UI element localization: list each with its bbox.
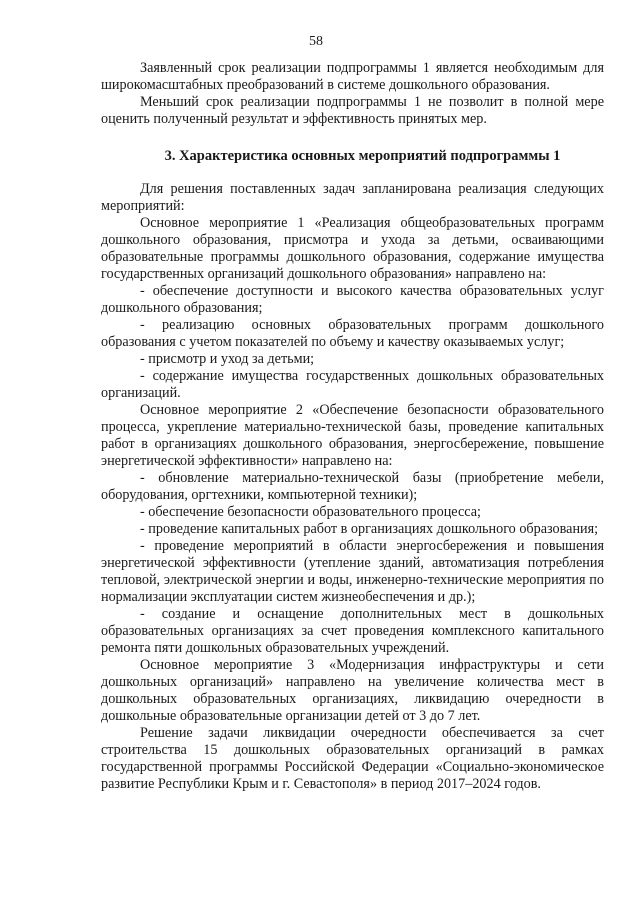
list-item: - реализацию основных образовательных программ дошкольного образования с учетом показателей по объему и качеству оказываемых услуг; xyxy=(101,317,604,350)
list-item: - содержание имущества государственных дошкольных образовательных организаций. xyxy=(101,368,604,401)
list-item: - обеспечение безопасности образовательного процесса; xyxy=(140,504,481,520)
document-body xyxy=(101,60,604,793)
paragraph: Основное мероприятие 2 «Обеспечение безопасности образовательного процесса, укрепление материально-технической базы, проведение капитальных работ в организациях дошкольного образования, энергосбережение, повышение энергетической эффективности» направлено на: xyxy=(101,402,604,469)
list-item: - проведение капитальных работ в организациях дошкольного образования; xyxy=(140,521,599,537)
section-heading: 3. Характеристика основных мероприятий подпрограммы 1 xyxy=(164,148,561,164)
list-item: - присмотр и уход за детьми; xyxy=(140,351,315,367)
paragraph: Заявленный срок реализации подпрограммы 1 является необходимым для широкомасштабных преобразований в системе дошкольного образования. xyxy=(101,60,604,93)
list-item: - обновление материально-технической базы (приобретение мебели, оборудования, оргтехники, компьютерной техники); xyxy=(101,470,604,503)
paragraph: Основное мероприятие 1 «Реализация общеобразовательных программ дошкольного образования, присмотра и ухода за детьми, осваивающими образовательные программы дошкольного образования, содержание имущества государственных организаций дошкольного образования» направлено на: xyxy=(101,215,604,282)
paragraph: Для решения поставленных задач запланирована реализация следующих мероприятий: xyxy=(101,181,604,214)
paragraph: Основное мероприятие 3 «Модернизация инфраструктуры и сети дошкольных организаций» направлено на увеличение количества мест в дошкольных образовательных организациях, ликвидацию очередности в дошкольные образовательные организации детей от 3 до 7 лет. xyxy=(101,657,604,724)
page-number: 58 xyxy=(309,34,323,49)
list-item: - проведение мероприятий в области энергосбережения и повышения энергетической эффективности (утепление зданий, автоматизация потребления тепловой, электрической энергии и воды, инженерно-технические мероприятия по нормализации эксплуатации систем жизнеобеспечения и др.); xyxy=(101,538,604,605)
paragraph: Решение задачи ликвидации очередности обеспечивается за счет строительства 15 дошкольных образовательных организаций в рамках государственной программы Российской Федерации «Социально-экономическое развитие Республики Крым и г. Севастополя» в период 2017–2024 годов. xyxy=(101,725,604,792)
list-item: - обеспечение доступности и высокого качества образовательных услуг дошкольного образования; xyxy=(101,283,604,316)
paragraph: Меньший срок реализации подпрограммы 1 не позволит в полной мере оценить полученный результат и эффективность принятых мер. xyxy=(101,94,604,127)
list-item: - создание и оснащение дополнительных мест в дошкольных образовательных организациях за счет проведения комплексного капитального ремонта пяти дошкольных образовательных учреждений. xyxy=(101,606,604,656)
